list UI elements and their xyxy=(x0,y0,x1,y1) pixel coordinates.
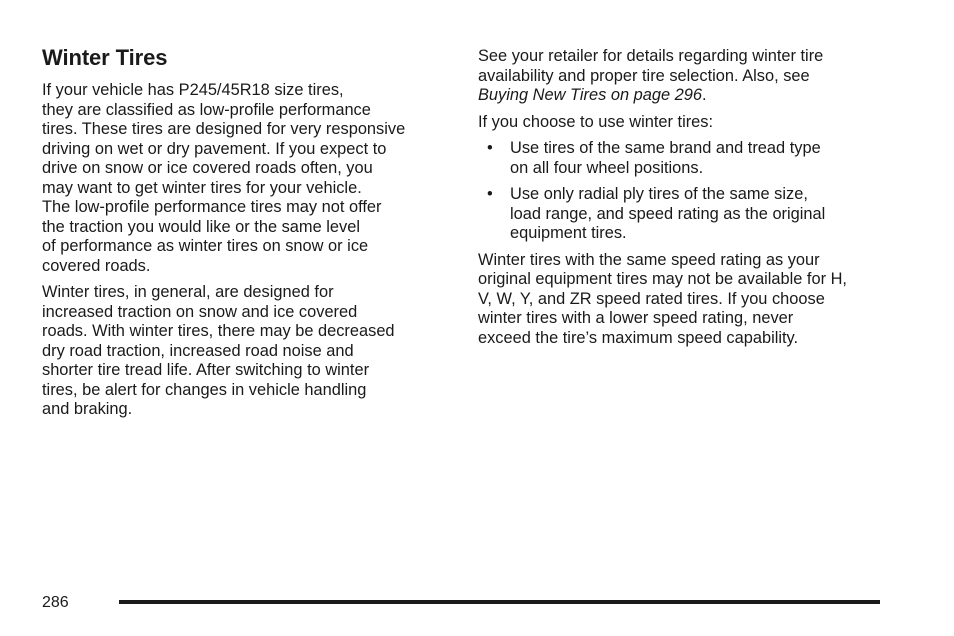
text-line: availability and proper tire selection. Also, see xyxy=(478,66,810,85)
left-column xyxy=(42,44,444,427)
bullet-list xyxy=(478,139,888,244)
text-line: and braking. xyxy=(42,400,133,418)
list-item xyxy=(478,139,888,178)
text-line: winter tires with a lower speed rating, never xyxy=(478,309,794,327)
cross-reference-link[interactable]: Buying New Tires on page 296 xyxy=(478,86,702,104)
text-line: they are classified as low-profile performance xyxy=(42,100,371,119)
text-line: Use tires of the same brand and tread type xyxy=(510,139,821,157)
right-column xyxy=(478,47,888,355)
text-line: exceed the tire’s maximum speed capability. xyxy=(478,328,799,347)
paragraph-low-profile-tires xyxy=(42,81,444,276)
text-line: See your retailer for details regarding winter tire xyxy=(478,47,824,65)
text-line: tires. These tires are designed for very responsive xyxy=(42,120,406,138)
text-line: drive on snow or ice covered roads often, you xyxy=(42,159,373,177)
paragraph-winter-tires-general xyxy=(42,283,444,420)
sentence-period: . xyxy=(702,86,707,104)
text-line: Winter tires, in general, are designed for xyxy=(42,283,334,301)
text-line: shorter tire tread life. After switching to winter xyxy=(42,361,370,379)
text-line: the traction you would like or the same level xyxy=(42,217,360,236)
text-line: may want to get winter tires for your vehicle. xyxy=(42,178,362,197)
text-line: V, W, Y, and ZR speed rated tires. If you choose xyxy=(478,289,825,308)
text-line: of performance as winter tires on snow or ice xyxy=(42,237,369,255)
text-line: dry road traction, increased road noise and xyxy=(42,341,354,360)
paragraph-intro: If you choose to use winter tires: xyxy=(478,112,714,131)
paragraph-retailer-details xyxy=(478,47,888,106)
bullet-icon: • xyxy=(487,139,493,157)
text-line: load range, and speed rating as the original xyxy=(510,204,826,223)
text-line: equipment tires. xyxy=(510,224,627,242)
text-line: increased traction on snow and ice covered xyxy=(42,302,358,321)
list-item xyxy=(478,185,888,244)
bullet-icon: • xyxy=(487,185,493,203)
text-line: on all four wheel positions. xyxy=(510,158,704,177)
paragraph-speed-rating xyxy=(478,251,888,349)
text-line: The low-profile performance tires may not offer xyxy=(42,198,382,216)
text-line: covered roads. xyxy=(42,256,151,275)
footer-rule xyxy=(119,600,880,604)
text-line: If your vehicle has P245/45R18 size tires, xyxy=(42,81,344,99)
text-line xyxy=(478,86,888,106)
text-line: roads. With winter tires, there may be decreased xyxy=(42,322,395,340)
page-number: 286 xyxy=(42,594,69,611)
text-line: original equipment tires may not be available for H, xyxy=(478,270,847,288)
text-line: Winter tires with the same speed rating as your xyxy=(478,250,820,269)
section-title: Winter Tires xyxy=(42,45,168,70)
text-line: Use only radial ply tires of the same size, xyxy=(510,185,808,203)
text-line: driving on wet or dry pavement. If you expect to xyxy=(42,139,387,158)
text-line: tires, be alert for changes in vehicle handling xyxy=(42,380,367,399)
